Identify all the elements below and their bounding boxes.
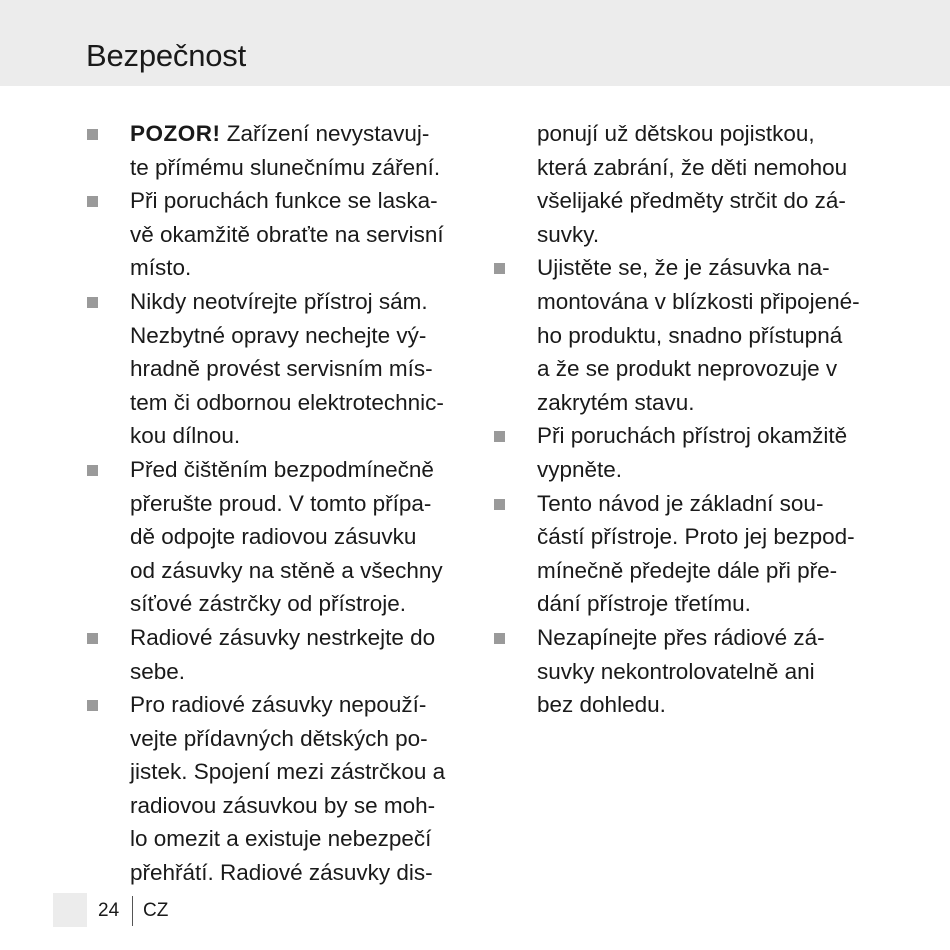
list-item [87,285,467,453]
list-item-text: te přímému slunečnímu záření. [130,154,441,180]
page-number: 24 [98,900,120,921]
list-item-text: která zabrání, že děti nemohou [537,154,848,180]
list-item-text: Nikdy neotvírejte přístroj sám. [130,288,428,314]
square-bullet-icon [494,499,505,510]
list-item [87,117,467,184]
list-item [87,621,467,688]
square-bullet-icon [87,129,98,140]
list-item-text: mínečně předejte dále při pře- [537,557,838,583]
list-item-text: a že se produkt neprovozuje v [537,356,838,382]
list-item-text: jistek. Spojení mezi zástrčkou a [130,759,446,785]
list-item-text: ponují už dětskou pojistkou, [537,121,815,146]
list-item-text: sebe. [130,658,186,684]
list-item [87,453,467,621]
list-item-text: tem či odbornou elektrotechnic- [130,389,444,415]
list-item-text: bez dohledu. [537,692,666,718]
list-item-text: Při poruchách přístroj okamžitě [537,423,848,449]
list-item-text: dání přístroje třetímu. [537,591,751,617]
list-item [494,487,874,621]
square-bullet-icon [494,633,505,644]
list-item-text: Radiové zásuvky nestrkejte do [130,624,436,650]
list-item-text: Tento návod je základní sou- [537,490,824,516]
list-item-text: všelijaké předměty strčit do zá- [537,188,846,214]
list-item-text: od zásuvky na stěně a všechny [130,557,443,583]
list-item-text: místo. [130,255,192,281]
list-item [87,688,467,890]
right-column [494,117,874,722]
list-item-text: Při poruchách funkce se laska- [130,188,438,214]
header-band [0,0,950,86]
list-item-text: vě okamžitě obraťte na servisní [130,221,444,247]
square-bullet-icon [87,196,98,207]
square-bullet-icon [87,633,98,644]
list-item-text: vejte přídavných dětských po- [130,725,428,751]
list-item-text: Nezbytné opravy nechejte vý- [130,322,427,348]
list-item-text: lo omezit a existuje nebezpečí [130,826,432,852]
list-item-text: Nezapínejte přes rádiové zá- [537,624,825,650]
list-item [87,184,467,285]
list-item [494,419,874,486]
footer-tab [53,893,87,927]
list-item-text: přehřátí. Radiové zásuvky dis- [130,860,433,886]
list-item-text: dě odpojte radiovou zásuvku [130,524,417,550]
list-item-text: hradně provést servisním mís- [130,356,433,382]
list-item-text: částí přístroje. Proto jej bezpod- [537,524,855,550]
language-code: CZ [143,900,169,921]
list-item [494,251,874,419]
list-item-text: suvky nekontrolovatelně ani [537,658,815,684]
square-bullet-icon [494,431,505,442]
warning-label: POZOR! [130,121,221,146]
list-item-text: radiovou zásuvkou by se moh- [130,792,436,818]
list-item-text: přerušte proud. V tomto přípa- [130,490,432,516]
list-item-text: ho produktu, snadno přístupná [537,322,843,348]
list-item-continuation [494,117,874,251]
list-item-text: montována v blízkosti připojené- [537,288,860,314]
list-item-text: zakrytém stavu. [537,389,695,415]
list-item-text: Před čištěním bezpodmínečně [130,456,434,482]
square-bullet-icon [87,465,98,476]
list-item-text: vypněte. [537,456,623,482]
left-column [87,117,467,890]
footer-divider [132,896,133,926]
list-item-text: kou dílnou. [130,423,241,449]
list-item [494,621,874,722]
list-item-text: síťové zástrčky od přístroje. [130,591,407,617]
square-bullet-icon [87,700,98,711]
square-bullet-icon [494,263,505,274]
list-item-text: Zařízení nevystavuj- [220,121,430,146]
square-bullet-icon [87,297,98,308]
list-item-text: suvky. [537,221,600,247]
list-item-text: Ujistěte se, že je zásuvka na- [537,255,830,281]
page-title: Bezpečnost [86,38,246,73]
list-item-text: Pro radiové zásuvky nepouží- [130,692,427,718]
